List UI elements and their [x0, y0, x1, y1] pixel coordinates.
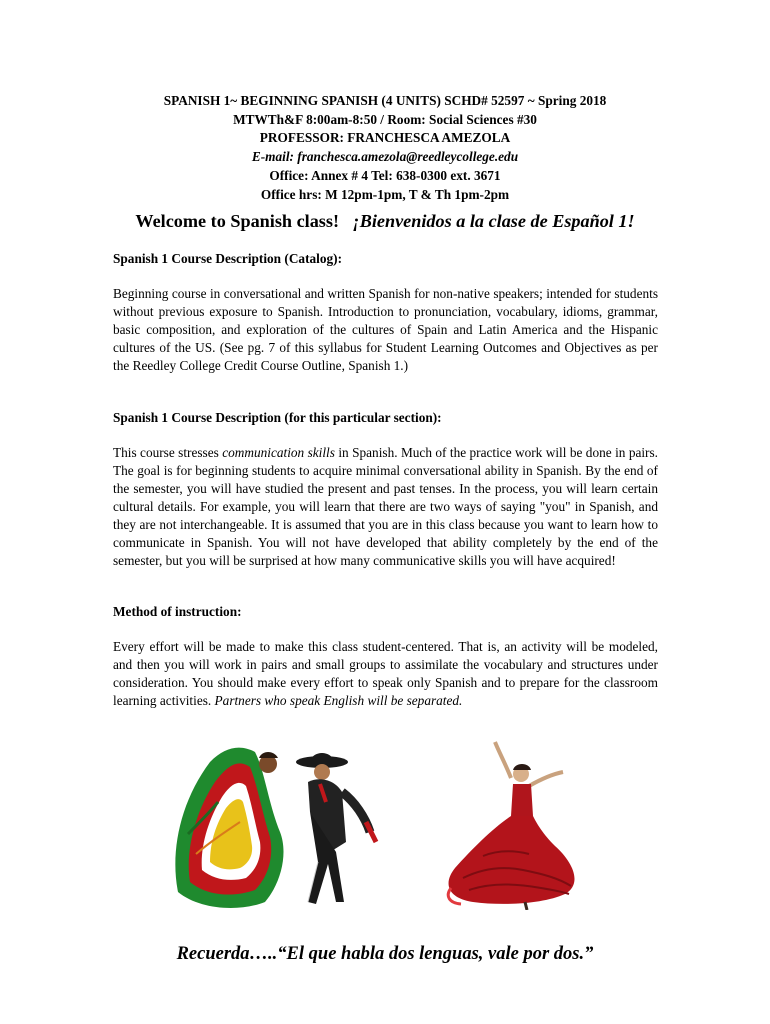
folklorico-dancers-image — [170, 742, 395, 910]
professor-name: PROFESSOR: FRANCHESCA AMEZOLA — [259, 130, 511, 146]
welcome-english: Welcome to Spanish class! — [135, 211, 340, 231]
course-header — [0, 92, 770, 204]
flamenco-dancer-image — [433, 738, 595, 910]
section-description-text: This course stresses communication skills in Spanish. Much of the practice work will be done in pairs. The goal is for beginning students to acquire minimal conversational ability in Spanish. By the end of the semester, you will have studied the present and past tenses. In the process, you will learn certain cultural details. For example, you will learn that there are two ways of saying "you" in Spanish, and they are not interchangeable. It is assumed that you are in this class because you want to learn how to communicate in Spanish. You will not have developed that ability completely by the end of the semester, but you will be surprised at how many communicative skills you will have acquired! — [113, 445, 658, 568]
section-description-title: Spanish 1 Course Description (for this particular section): — [113, 410, 442, 425]
closing-quote: Recuerda…..“El que habla dos lenguas, vale por dos.” — [176, 944, 594, 964]
professor-email[interactable]: E-mail: franchesca.amezola@reedleycollege.edu — [251, 149, 519, 165]
office-hours: Office hrs: M 12pm-1pm, T & Th 1pm-2pm — [260, 186, 510, 202]
office-info: Office: Annex # 4 Tel: 638-0300 ext. 3671 — [269, 167, 501, 183]
course-title: SPANISH 1~ BEGINNING SPANISH (4 UNITS) SCHD# 52597 ~ Spring 2018 — [163, 93, 607, 108]
catalog-description-text: Beginning course in conversational and written Spanish for non-native speakers; intended for students without previous exposure to Spanish. Introduction to pronunciation, vocabulary, idioms, grammar, basic composition, and exploration of the cultures of Spain and Latin America and the Hispanic cultures of the US. (See pg. 7 of this syllabus for Student Learning Outcomes and Objectives as per the Reedley College Credit Course Outline, Spanish 1.) — [113, 286, 658, 373]
welcome-heading — [0, 211, 770, 232]
method-text: Every effort will be made to make this class student-centered. That is, an activity will be modeled, and then you will work in pairs and small groups to assimilate the vocabulary and structures under consideration. You should make every effort to speak only Spanish and to prepare for the classroom learning activities. Partners who speak English will be separated. — [113, 639, 658, 708]
emphasis-communication-skills: communication skills — [222, 445, 335, 460]
welcome-spanish: ¡Bienvenidos a la clase de Español 1! — [352, 211, 635, 231]
catalog-description-title: Spanish 1 Course Description (Catalog): — [113, 251, 343, 266]
partners-note: Partners who speak English will be separated. — [214, 693, 463, 708]
course-schedule: MTWTh&F 8:00am-8:50 / Room: Social Sciences #30 — [233, 111, 537, 127]
method-title: Method of instruction: — [113, 604, 242, 619]
